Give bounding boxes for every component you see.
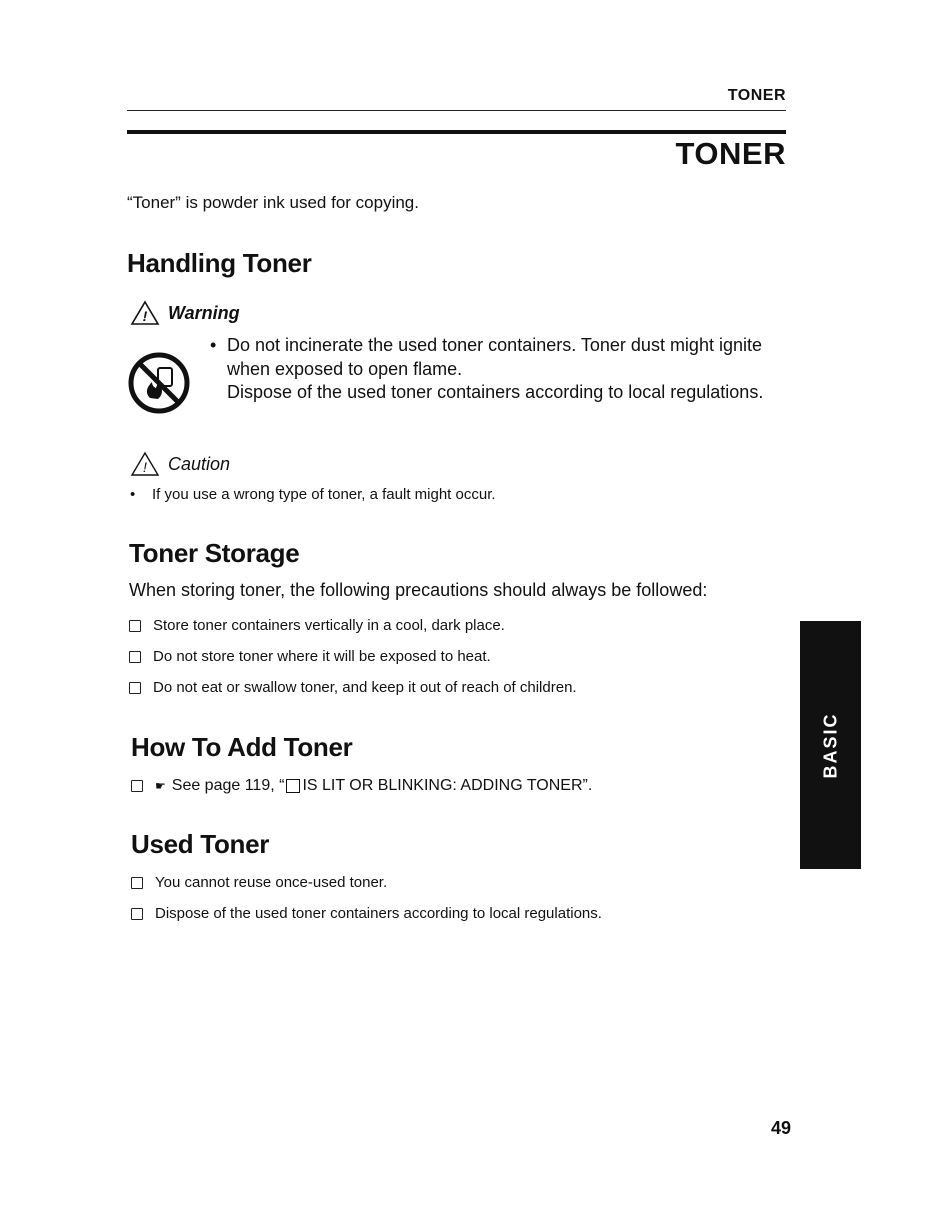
bullet-icon: • [130, 486, 136, 503]
warning-bullet [210, 334, 790, 405]
add-toner-indicator-icon [286, 779, 300, 793]
running-header: TONER [727, 87, 786, 104]
warning-text-1: Do not incinerate the used toner containers. Toner dust might ignite when exposed to open flame. [227, 335, 762, 379]
list-item [129, 648, 491, 665]
pointing-hand-icon: ☛ [155, 779, 166, 793]
list-item [129, 617, 505, 634]
list-item-text: Do not store toner where it will be exposed to heat. [153, 648, 491, 665]
page-number: 49 [771, 1118, 792, 1138]
checkbox-icon [131, 780, 143, 792]
storage-intro: When storing toner, the following precautions should always be followed: [129, 580, 708, 600]
caution-item [130, 486, 496, 503]
list-item-text: Store toner containers vertically in a cool, dark place. [153, 617, 505, 634]
warning-label [130, 300, 240, 326]
checkbox-icon [131, 877, 143, 889]
warning-label-text: Warning [168, 302, 240, 323]
intro-text: “Toner” is powder ink used for copying. [127, 193, 419, 212]
add-toner-heading: How To Add Toner [131, 732, 353, 762]
checkbox-icon [129, 682, 141, 694]
svg-text:!: ! [142, 308, 148, 324]
caution-item-text: If you use a wrong type of toner, a fault might occur. [152, 486, 496, 503]
reference-prefix: See page 119, “ [171, 777, 285, 794]
warning-body [210, 334, 790, 405]
title-rule [127, 130, 786, 134]
list-item-text: Do not eat or swallow toner, and keep it out of reach of children. [153, 679, 577, 696]
reference-suffix: IS LIT OR BLINKING: ADDING TONER”. [302, 777, 593, 794]
list-item [131, 874, 387, 891]
handling-heading: Handling Toner [127, 248, 312, 278]
checkbox-icon [129, 620, 141, 632]
list-item-text: You cannot reuse once-used toner. [155, 874, 388, 891]
list-item [129, 679, 577, 696]
bullet-icon: • [210, 335, 217, 355]
caution-icon [130, 451, 160, 477]
list-item [131, 905, 602, 922]
used-toner-heading: Used Toner [131, 829, 270, 859]
section-tab-label: BASIC [820, 711, 841, 779]
no-incineration-icon [128, 352, 190, 414]
svg-text:!: ! [143, 459, 147, 475]
header-rule [127, 110, 786, 111]
storage-heading: Toner Storage [129, 538, 300, 568]
reference-item [131, 777, 592, 795]
checkbox-icon [129, 651, 141, 663]
checkbox-icon [131, 908, 143, 920]
list-item-text: Dispose of the used toner containers according to local regulations. [155, 905, 602, 922]
warning-icon [130, 300, 160, 326]
warning-text-2: Dispose of the used toner containers according to local regulations. [227, 382, 764, 402]
caution-label-text: Caution [168, 453, 231, 474]
chapter-title: TONER [675, 136, 786, 171]
section-tab [800, 621, 861, 869]
caution-label [130, 451, 230, 477]
